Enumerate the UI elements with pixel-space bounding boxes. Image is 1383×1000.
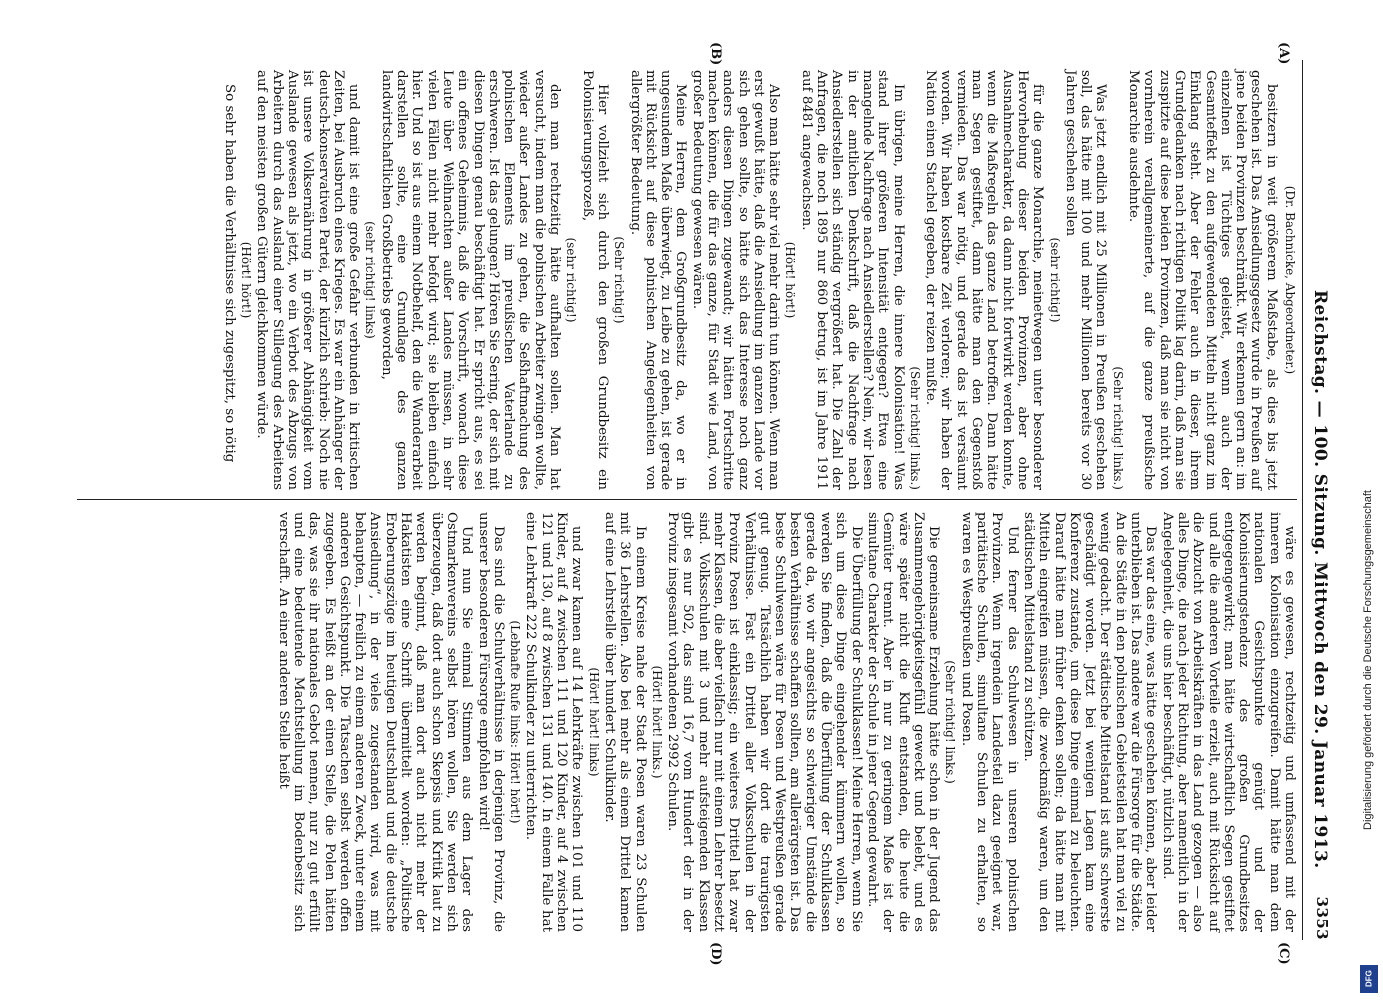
margin-mark-a: (A)	[1276, 42, 1291, 65]
interjection: (Hört! hört!)	[239, 241, 254, 319]
paragraph: Also man hätte sehr viel mehr darin tun können. Wenn man erst gewußt hätte, daß die Ansiedlung im ganzen Lande vor sich gehen sollte, so hätte sich das Interesse noch ganz anders diesen Dingen zugewandt; wir hätten Fortschritte machen können, die für das ganze, für Stadt wie Land, von großer Bedeutung gewesen wären.	[689, 70, 782, 490]
paragraph: besitzern in weit größerem Maßstabe, als dies bis jetzt geschehen ist. Das Ansiedlungsgesetz wurde in Preußen auf jene beiden Provinzen beschränkt. Wir erkennen gern an: im einzelnen ist Tüchtiges geleistet, wenn auch der Gesamteffekt zu den aufgewendeten Mitteln nicht ganz im Einklang steht. Aber der Fehler auch in dieser, ihrem Grundgedanken nach richtigen Politik lag darin, daß man sie zuspitzte auf diese beiden Provinzen, daß man sie nicht von vornherein verallgemeinerte, auf die ganze preußische Monarchie ausdehnte.	[1126, 70, 1279, 490]
interjection: (sehr richtig!)	[1047, 237, 1062, 323]
header-rule	[1302, 60, 1303, 940]
margin-mark-c: (C)	[1276, 942, 1291, 965]
header-title: Reichstag. — 100. Sitzung. Mittwoch den 29. Januar 1913.	[1310, 290, 1330, 869]
interjection: (Hört! hört!)	[783, 241, 798, 319]
interjection: (Sehr richtig! links.)	[943, 660, 958, 784]
paragraph: Hier vollzieht sich durch den großen Grundbesitz ein Polonisierungsprozeß,	[579, 70, 610, 490]
interjection: (Lebhafte Rufe links: Hört! hört!)	[508, 620, 523, 824]
paragraph: für die ganze Monarchie, meinetwegen unter besonderer Hervorhebung dieser beiden Provinzen, aber ohne Ausnahmecharakter, da dann nicht fortwirkt werden konnte, wenn die Maßregeln das ganze Land betroffen. Dann hätte man Segen gestiftet, dann hätte man den Gegenstoß vermieden. Das war nötig, und gerade das ist versäumt worden. Wir haben kostbare Zeit verloren; wir haben der Nation einen Stachel gegeben, der reizen mußte.	[923, 70, 1046, 490]
interjection: (sehr richtig!)	[564, 237, 579, 323]
paragraph: Was jetzt endlich mit 25 Millionen in Preußen geschehen soll, das hätte mit 100 und mehr Millionen bereits vor 30 Jahren geschehen sollen	[1062, 70, 1109, 490]
page-number: 3353	[1313, 896, 1331, 940]
left-column	[77, 70, 1297, 490]
interjection: (Sehr richtig! links.)	[907, 366, 922, 490]
paragraph: den man rechtzeitig hätte aufhalten sollen. Man hat versucht, indem man die polnischen Arbeiter zwingen wollte, wieder außer Landes zu gehen, die Seßhaftmachung des polnischen Elements im preußischen Vaterlande zu erschweren. Ist das gelungen? Hören Sie Sering, der sich mit diesen Dingen genau beschäftigt hat. Er spricht aus, es sei ein offenes Geheimnis, daß die Vorschrift, wonach diese Leute über Weihnachten außer Landes müssen, in sehr vielen Fällen nicht mehr befolgt wird; sie bleiben einfach hier. Und so ist aus einem Notbehelf, den die Wanderarbeit darstellen sollte, eine Grundlage des ganzen landwirtschaftlichen Großbetriebs geworden,	[378, 70, 563, 490]
paragraph: Meine Herren, dem Großgrundbesitz da, wo er in ungesundem Maße überwiegt, zu Leibe zu gehen, ist gerade mit Rücksicht auf diese polnischen Angelegenheiten von allergrößter Bedeutung.	[627, 70, 689, 490]
dfg-logo: DFG	[1360, 965, 1378, 993]
paragraph: Und nun Sie einmal Stimmen aus dem Lager des Ostmarkenvereins selbst hören wollen, Sie werden sich überzeugen, daß dort auch schon Skepsis und Kritik laut zu werden beginnt, daß man dort auch nicht mehr der Hakatisten eine Schrift übermittelt worden: „Politische Eroberungszüge im heutigen Deutschland und die deutsche Ansiedlung“, in der vieles zugestanden wird, was mit behaupten, — freilich zu einem anderen Zweck, unter einem anderen Gesichtspunkt. Die Tatsachen selbst werden offen zugegeben. Es heißt an der einen Stelle, die Polen hätten das, was sie ihr nationales Gebot nennen, nur zu gut erfüllt und eine bedeutende Machtstellung im Bodenbesitz sich verschafft. An einer anderen Stelle heißt	[275, 512, 475, 932]
interjection: (Sehr richtig! links.)	[1110, 366, 1125, 490]
margin-mark-d: (D)	[708, 942, 723, 966]
paragraph: In einem Kreise nahe der Stadt Posen waren 23 Schulen mit 36 Lehrstellen. Also bei mehr als einem Drittel kamen auf eine Lehrstelle über hundert Schulkinder.	[601, 512, 648, 932]
interjection: (Hört! hört! links)	[586, 667, 601, 777]
speaker-note: (Dr. Bachnicke, Abgeordneter.)	[1283, 185, 1297, 375]
paragraph: Die Überfüllung der Schulklassen! Meine Herren, wenn Sie sich um diese Dinge eingehender kümmern wollen, so werden Sie finden, daß die Überfüllung der Schulklassen gerade da, wo wir angesichts so schwieriger Umstände die besten Verhältnisse schaffen sollten, am allerärgsten ist. Das beste Schulwesen wäre für Posen und Westpreußen gerade gut genug. Tatsächlich haben wir dort die traurigsten Verhältnisse. Fast ein Drittel aller Volksschulen in der Provinz Posen ist einklassig; ein weiteres Drittel hat zwar mehr Klassen, die aber vielfach nur mit einem Lehrer besetzt sind. Volksschulen mit 3 und mehr aufsteigenden Klassen gibt es nur 502, das sind 16,7 vom Hundert der in der Provinz insgesamt vorhandenen 2992 Schulen.	[665, 512, 864, 932]
digitization-credit: Digitalisierung gefördert durch die Deutsche Forschungsgemeinschaft	[1362, 490, 1374, 830]
column-separator	[77, 499, 1297, 500]
page-header	[1305, 60, 1335, 940]
paragraph: Die gemeinsame Erziehung hätte schon in der Jugend das Zusammengehörigkeitsgefühl geweckt und belebt, und es wäre später nicht die Kluft entstanden, die heute die Gemüter trennt. Aber in nur zu geringem Maße ist der simultane Charakter der Schule in jener Gegend gewahrt.	[864, 512, 942, 932]
interjection: (sehr richtig! links)	[363, 221, 378, 339]
paragraph: wäre es gewesen, rechtzeitig und umfassend mit der inneren Kolonisation einzugreifen. Damit hätte man dem nationalen Gesichtspunkte genügt und der Kolonisierungstendenz des großen Grundbesitzes entgegengewirkt; man hätte wirtschaftlich Segen gestiftet und alle die anderen Vorteile erzielt, auch mit Rücksicht auf die Abzucht von Arbeitskräften in das Land gezogen — also alles Dinge, die nach jeder Richtung, aber namentlich in der Angelegenheit, die uns hier beschäftigt, nützlich sind.	[1159, 512, 1297, 932]
paragraph: Das sind die Schulverhältnisse in derjenigen Provinz, die unserer besonderen Fürsorge empfohlen wird!	[475, 512, 506, 932]
interjection: (Hört! hört! links.)	[649, 665, 664, 779]
right-column	[77, 512, 1297, 932]
paragraph: und zwar kamen auf 14 Lehrkräfte zwischen 101 und 110 Kinder, auf 4 zwischen 111 und 120 Kinder, auf 4 zwischen 121 und 130, auf 8 zwischen 131 und 140. In einem Falle hat eine Lehrkraft 222 Schulkinder zu unterrichten.	[523, 512, 585, 932]
paragraph: So sehr haben die Verhältnisse sich zugespitzt, so nötig	[221, 84, 237, 463]
interjection: (Sehr richtig!)	[612, 236, 627, 324]
paragraph: Das war das eine, was hätte geschehen können, aber leider unterblieben ist. Das andere war die Fürsorge für die Städte. An die Städte in den polnischen Gebietsteilen hat man viel zu wenig gedacht. Der städtische Mittelstand ist aufs schwerste geschädigt worden. Jetzt bei wenigen Lagen kam eine Konferenz zustande, um diese Dinge einmal zu beleuchten. Darauf hätte man früher denken sollen; da hätte man mit Mitteln eingreifen müssen, die zweckmäßig waren, um den städtischen Mittelstand zu schützen.	[1020, 512, 1159, 932]
paragraph: Im übrigen, meine Herren, die innere Kolonisation! Was stand ihrer größeren Intensität entgegen? Etwa eine mangelnde Nachfrage nach Ansiedlerstellen? Nein, wir lesen in der amtlichen Denkschrift, daß die Nachfrage nach Ansiedlerstellen sich ständig vergrößert hat. Die Zahl der Anfragen, die noch 1895 nur 860 betrug, ist im Jahre 1911 auf 8481 angewachsen.	[798, 70, 906, 490]
margin-mark-b: (B)	[708, 42, 723, 66]
paragraph: Und ferner das Schulwesen in unseren polnischen Provinzen. Wenn irgendein Landesteil dazu geeignet war, paritätische Schulen, simultane Schulen zu erhalten, so waren es Westpreußen und Posen.	[958, 512, 1020, 932]
paragraph: und damit ist eine große Gefahr verbunden in kritischen Zeiten, bei Ausbruch eines Krieges. Es war ein Anhänger der deutsch-konservativen Partei, der kürzlich schrieb: Noch nie ist unsere Volksernährung in größerer Abhängigkeit vom Auslande gewesen als jetzt, wo ein Verbot des Abzugs von Arbeitern durch das Ausland einer Stillegung des Arbeitens auf den meisten großen Gütern gleichkommen würde.	[254, 70, 362, 490]
